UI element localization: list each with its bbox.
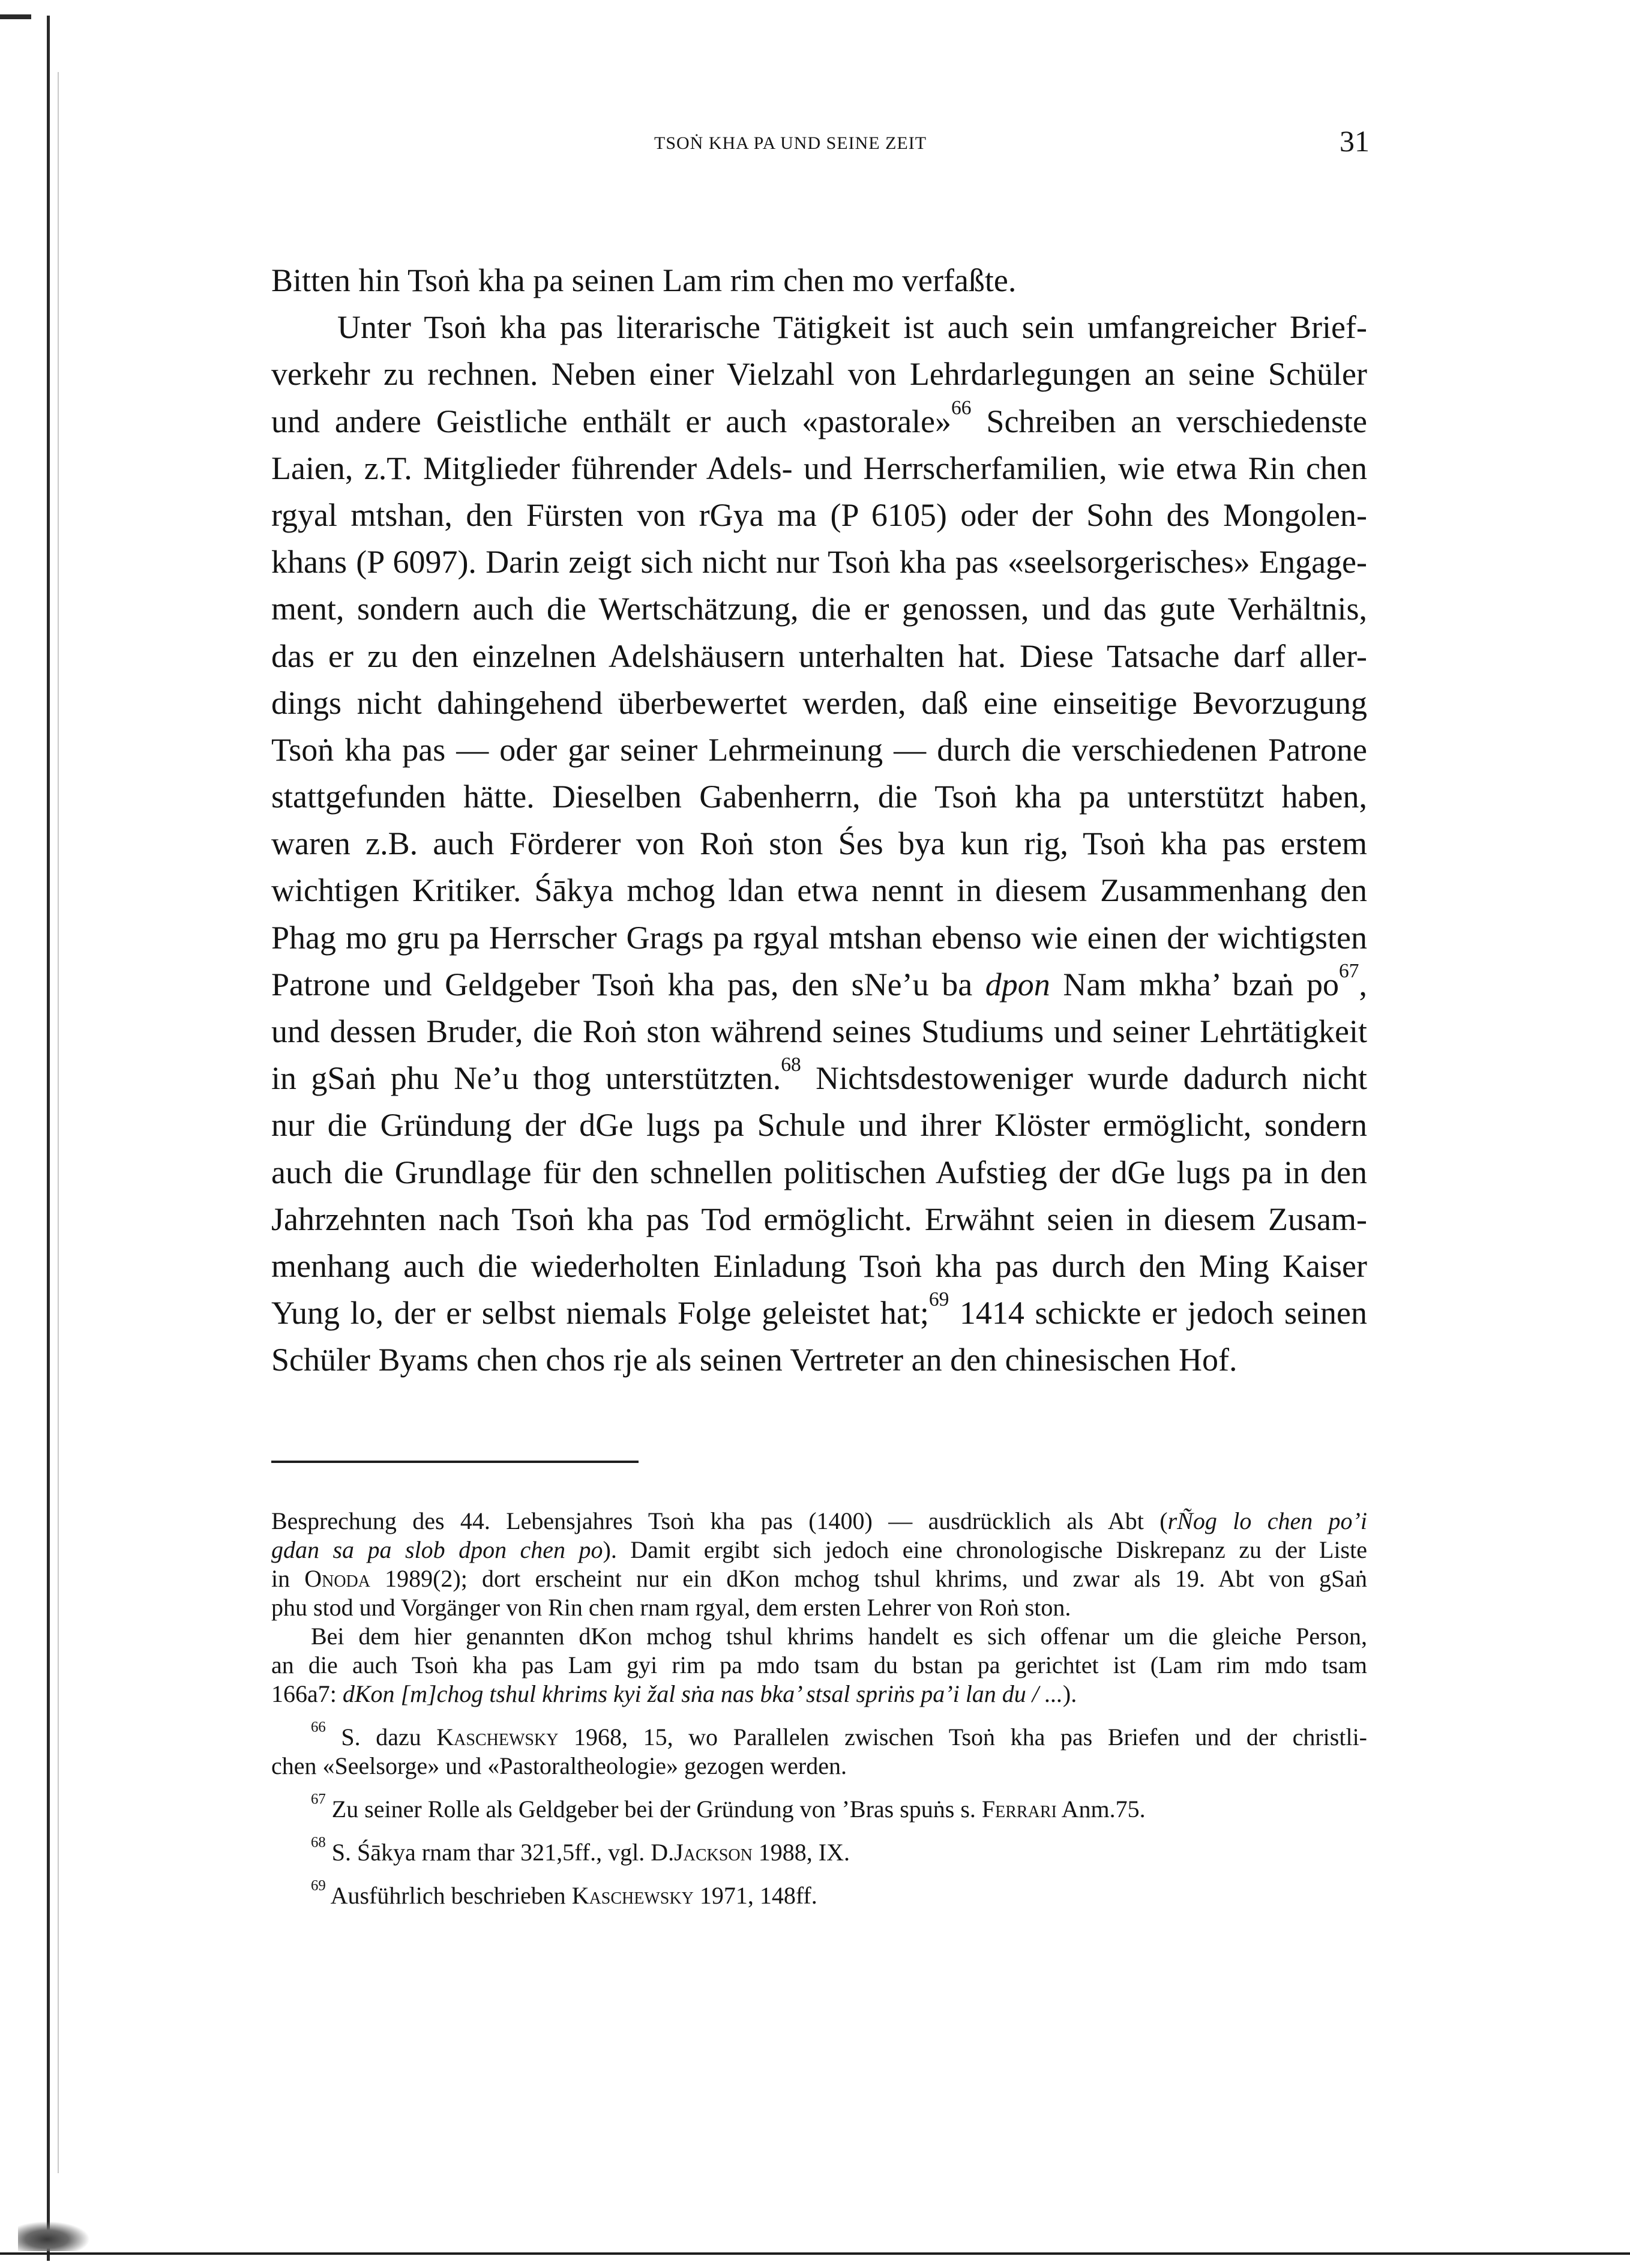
- text-line: khans (P 6097). Darin zeigt sich nicht nur Tsoṅ kha pas «seelsorgerisches» Engage-: [271, 544, 1367, 581]
- text-line: auch die Grundlage für den schnellen politischen Aufstieg der dGe lugs pa in den: [271, 1154, 1367, 1190]
- main-text: [271, 257, 1367, 1384]
- footnotes: [271, 1507, 1367, 1910]
- footnote-gap: [271, 1824, 1367, 1838]
- footnote-line: Besprechung des 44. Lebensjahres Tsoṅ kha pas (1400) — ausdrücklich als Abt (rÑog lo chen po’i: [271, 1507, 1367, 1534]
- footnote-line: $^{66}$ S. dazu Kaschewsky 1968, 15, wo Parallelen zwischen Tsoṅ kha pas Briefen und der christli-: [311, 1719, 1367, 1751]
- text-line: in gSaṅ phu Ne’u thog unterstützten.$^{68}$ Nichtsdestoweniger wurde dadurch nicht: [271, 1054, 1367, 1097]
- page-number: 31: [1340, 124, 1370, 158]
- scan-corner-blot: [18, 2221, 90, 2251]
- footnote-69: [271, 1877, 1367, 1910]
- footnote-number: 69: [311, 1877, 326, 1894]
- text-line: verkehr zu rechnen. Neben einer Vielzahl von Lehrdarlegungen an seine Schüler: [271, 356, 1367, 393]
- footnote-ref-69[interactable]: 69: [928, 1288, 949, 1310]
- footnote-number: 66: [311, 1719, 326, 1736]
- text-line: Patrone und Geldgeber Tsoṅ kha pas, den sNe’u ba dpon Nam mkha’ bzaṅ $po^{67}$,: [271, 959, 1367, 1003]
- footnote-line: an die auch Tsoṅ kha pas Lam gyi rim pa mdo tsam du bstan pa gerichtet ist (Lam rim mdo tsam: [271, 1651, 1367, 1678]
- footnote-line: $^{69}$ Ausführlich beschrieben Kaschewsky 1971, 148ff.: [311, 1877, 817, 1909]
- footnote-line: gdan sa pa slob dpon chen po). Damit ergibt sich jedoch eine chronologische Diskrepanz zu der Liste: [271, 1536, 1367, 1563]
- footnote-line: chen «Seelsorge» und «Pastoraltheologie» gezogen werden.: [271, 1752, 847, 1779]
- text-line: waren z.B. auch Förderer von Roṅ ston Śes bya kun rig, Tsoṅ kha pas erstem: [271, 825, 1367, 862]
- text-line: Laien, z.T. Mitglieder führender Adels- und Herrscherfamilien, wie etwa Rin chen: [271, 450, 1367, 486]
- text-line: Phag mo gru pa Herrscher Grags pa rgyal mtshan ebenso wie einen der wichtigsten: [271, 919, 1367, 956]
- footnote-gap: [271, 1709, 1367, 1723]
- scan-corner-mark: [0, 14, 31, 19]
- footnote-line: in Onoda 1989(2); dort erscheint nur ein dKon mchog tshul khrims, und zwar als 19. Abt von gSaṅ: [271, 1565, 1367, 1592]
- text-line: dings nicht dahingehend überbewertet werden, daß eine einseitige Bevorzugung: [271, 684, 1367, 721]
- text-line: Tsoṅ kha pas — oder gar seiner Lehrmeinung — durch die verschiedenen Patrone: [271, 731, 1367, 768]
- text-line: und dessen Bruder, die Roṅ ston während seines Studiums und seiner Lehrtätigkeit: [271, 1013, 1367, 1049]
- text-line: Schüler Byams chen chos rje als seinen Vertreter an den chinesischen Hof.: [271, 1342, 1238, 1378]
- footnote-line: $^{67}$ Zu seiner Rolle als Geldgeber bei der Gründung von ’Bras spuṅs s. Ferrari Anm.75.: [311, 1791, 1146, 1823]
- footnote-ref-66[interactable]: 66: [951, 396, 972, 419]
- text-line: menhang auch die wiederholten Einladung Tsoṅ kha pas durch den Ming Kaiser: [271, 1247, 1367, 1284]
- footnote-68: [271, 1834, 1367, 1867]
- footnote-66: [271, 1719, 1367, 1781]
- footnote-number: 68: [311, 1834, 326, 1851]
- scan-binding-shadow: [58, 72, 59, 2173]
- footnote-ref-68[interactable]: 68: [781, 1054, 801, 1076]
- scan-binding-edge: [47, 16, 50, 2261]
- text-line: rgyal mtshan, den Fürsten von rGya ma (P 6105) oder der Sohn des Mongolen-: [271, 496, 1367, 533]
- scan-bottom-edge: [0, 2252, 1630, 2255]
- footnote-continued: [271, 1507, 1367, 1709]
- footnote-gap: [271, 1781, 1367, 1795]
- footnote-line: phu stod und Vorgänger von Rin chen rnam rgyal, dem ersten Lehrer von Roṅ ston.: [271, 1594, 1071, 1621]
- text-line: stattgefunden hätte. Dieselben Gabenherrn, die Tsoṅ kha pa unterstützt haben,: [271, 779, 1367, 815]
- footnote-ref-67[interactable]: 67: [1339, 959, 1359, 982]
- text-line: Jahrzehnten nach Tsoṅ kha pas Tod ermöglicht. Erwähnt seien in diesem Zusam-: [271, 1201, 1367, 1237]
- text-line: Yung lo, der er selbst niemals Folge geleistet hat;$^{69}$ 1414 schickte er jedoch seinen: [271, 1288, 1367, 1332]
- text-line: und andere Geistliche enthält er auch «pastorale»$^{66}$ Schreiben an verschiedenste: [271, 396, 1367, 439]
- running-head: TSOṄ KHA PA UND SEINE ZEIT: [654, 133, 927, 153]
- footnote-number: 67: [311, 1791, 326, 1808]
- footnote-gap: [271, 1867, 1367, 1881]
- footnote-line: Bei dem hier genannten dKon mchog tshul khrims handelt es sich offenar um die gleiche Person,: [311, 1623, 1367, 1650]
- text-line: nur die Gründung der dGe lugs pa Schule und ihrer Klöster ermöglicht, sondern: [271, 1107, 1367, 1144]
- footnote-67: [271, 1791, 1367, 1824]
- text-line: das er zu den einzelnen Adelshäusern unterhalten hat. Diese Tatsache darf aller-: [271, 638, 1367, 674]
- footnote-separator: [271, 1461, 639, 1463]
- text-line: Bitten hin Tsoṅ kha pa seinen Lam rim chen mo verfaßte.: [271, 262, 1017, 298]
- footnote-line: $^{68}$ S. Śākya rnam thar 321,5ff., vgl. D.Jackson 1988, IX.: [311, 1834, 850, 1866]
- text-line: ment, sondern auch die Wertschätzung, die er genossen, und das gute Verhältnis,: [271, 591, 1367, 627]
- text-line: wichtigen Kritiker. Śākya mchog ldan etwa nennt in diesem Zusammenhang den: [271, 872, 1367, 909]
- text-line: Unter Tsoṅ kha pas literarische Tätigkeit ist auch sein umfangreicher Brief-: [337, 309, 1367, 346]
- footnote-line: 166a7: dKon [m]chog tshul khrims kyi žal sṅa nas bka’ stsal spriṅs pa’i lan du / ...).: [271, 1680, 1077, 1707]
